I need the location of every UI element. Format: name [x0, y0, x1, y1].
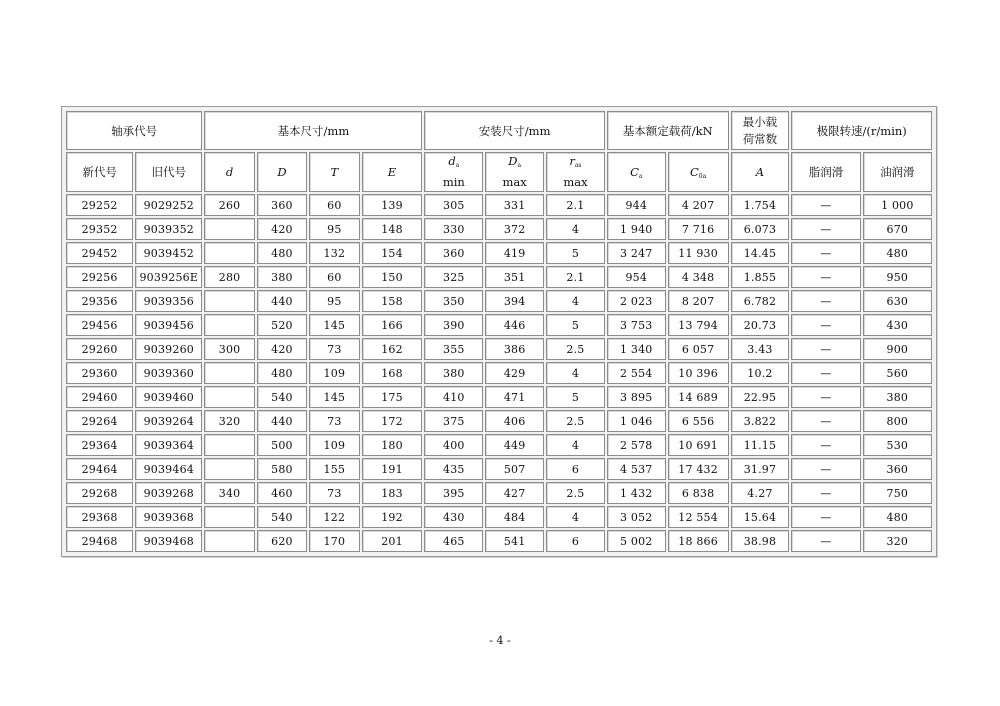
cell-oil-speed: 800: [863, 410, 932, 432]
cell-new-code: 29452: [66, 242, 133, 264]
cell-new-code: 29468: [66, 530, 133, 552]
cell-C0a: 7 716: [668, 218, 729, 240]
col-A: A: [731, 152, 790, 192]
cell-Da: 449: [485, 434, 544, 456]
table-row: [66, 506, 932, 528]
cell-new-code: 29364: [66, 434, 133, 456]
cell-old-code: 9039452: [135, 242, 202, 264]
cell-grease-speed: —: [791, 530, 860, 552]
cell-A: 15.64: [731, 506, 790, 528]
header-row-groups: [66, 111, 932, 150]
cell-Da: 429: [485, 362, 544, 384]
cell-Da: 351: [485, 266, 544, 288]
cell-new-code: 29252: [66, 194, 133, 216]
cell-ras: 4: [546, 362, 605, 384]
cell-grease-speed: —: [791, 458, 860, 480]
table-row: [66, 266, 932, 288]
col-C0a: $C_{0a}$: [668, 152, 729, 192]
cell-Ca: 3 247: [607, 242, 666, 264]
cell-E: 192: [362, 506, 423, 528]
cell-E: 150: [362, 266, 423, 288]
cell-T: 122: [309, 506, 359, 528]
cell-D: 380: [257, 266, 307, 288]
cell-da: 380: [424, 362, 483, 384]
cell-d: 320: [204, 410, 254, 432]
cell-T: 60: [309, 194, 359, 216]
cell-Ca: 3 753: [607, 314, 666, 336]
cell-T: 73: [309, 338, 359, 360]
cell-d: 300: [204, 338, 254, 360]
cell-ras: 2.5: [546, 482, 605, 504]
cell-Da: 406: [485, 410, 544, 432]
cell-grease-speed: —: [791, 386, 860, 408]
cell-D: 540: [257, 506, 307, 528]
cell-grease-speed: —: [791, 410, 860, 432]
cell-C0a: 6 057: [668, 338, 729, 360]
cell-D: 440: [257, 290, 307, 312]
cell-da: 410: [424, 386, 483, 408]
table-row: [66, 410, 932, 432]
cell-grease-speed: —: [791, 290, 860, 312]
cell-ras: 6: [546, 458, 605, 480]
cell-new-code: 29456: [66, 314, 133, 336]
cell-Da: 427: [485, 482, 544, 504]
cell-ras: 5: [546, 386, 605, 408]
cell-da: 305: [424, 194, 483, 216]
cell-da: 465: [424, 530, 483, 552]
cell-D: 520: [257, 314, 307, 336]
cell-da: 330: [424, 218, 483, 240]
cell-T: 73: [309, 410, 359, 432]
cell-C0a: 8 207: [668, 290, 729, 312]
cell-new-code: 29368: [66, 506, 133, 528]
cell-D: 420: [257, 338, 307, 360]
cell-ras: 4: [546, 218, 605, 240]
cell-oil-speed: 430: [863, 314, 932, 336]
cell-ras: 2.5: [546, 338, 605, 360]
table-row: [66, 362, 932, 384]
cell-ras: 6: [546, 530, 605, 552]
cell-oil-speed: 950: [863, 266, 932, 288]
cell-grease-speed: —: [791, 434, 860, 456]
header-basic-dimensions: 基本尺寸/mm: [204, 111, 422, 150]
table-row: [66, 530, 932, 552]
cell-T: 73: [309, 482, 359, 504]
cell-d: [204, 242, 254, 264]
cell-d: [204, 362, 254, 384]
cell-E: 175: [362, 386, 423, 408]
cell-new-code: 29360: [66, 362, 133, 384]
cell-ras: 4: [546, 290, 605, 312]
header-bearing-code: 轴承代号: [66, 111, 202, 150]
cell-new-code: 29260: [66, 338, 133, 360]
cell-C0a: 13 794: [668, 314, 729, 336]
cell-A: 3.43: [731, 338, 790, 360]
table-row: [66, 242, 932, 264]
cell-Da: 446: [485, 314, 544, 336]
cell-new-code: 29464: [66, 458, 133, 480]
col-d: d: [204, 152, 254, 192]
cell-d: [204, 434, 254, 456]
cell-E: 162: [362, 338, 423, 360]
cell-ras: 2.1: [546, 194, 605, 216]
table-row: [66, 386, 932, 408]
cell-A: 14.45: [731, 242, 790, 264]
cell-d: [204, 314, 254, 336]
col-new-code: 新代号: [66, 152, 133, 192]
cell-ras: 5: [546, 314, 605, 336]
cell-oil-speed: 480: [863, 242, 932, 264]
cell-grease-speed: —: [791, 482, 860, 504]
cell-D: 360: [257, 194, 307, 216]
cell-T: 109: [309, 434, 359, 456]
cell-D: 580: [257, 458, 307, 480]
table-row: [66, 314, 932, 336]
cell-C0a: 17 432: [668, 458, 729, 480]
cell-A: 3.822: [731, 410, 790, 432]
cell-C0a: 12 554: [668, 506, 729, 528]
cell-A: 4.27: [731, 482, 790, 504]
cell-A: 20.73: [731, 314, 790, 336]
cell-da: 390: [424, 314, 483, 336]
cell-ras: 2.1: [546, 266, 605, 288]
page-number: - 4 -: [489, 634, 511, 647]
cell-da: 435: [424, 458, 483, 480]
cell-ras: 2.5: [546, 410, 605, 432]
cell-d: [204, 386, 254, 408]
cell-grease-speed: —: [791, 314, 860, 336]
cell-Da: 331: [485, 194, 544, 216]
cell-oil-speed: 560: [863, 362, 932, 384]
header-load-rating: 基本额定载荷/kN: [607, 111, 729, 150]
cell-Ca: 2 554: [607, 362, 666, 384]
cell-new-code: 29256: [66, 266, 133, 288]
cell-D: 460: [257, 482, 307, 504]
cell-ras: 5: [546, 242, 605, 264]
col-T: T: [309, 152, 359, 192]
cell-C0a: 6 838: [668, 482, 729, 504]
cell-Ca: 954: [607, 266, 666, 288]
cell-T: 95: [309, 218, 359, 240]
cell-Ca: 2 578: [607, 434, 666, 456]
col-Da-max: $D_a$ max: [485, 152, 544, 192]
cell-Da: 372: [485, 218, 544, 240]
cell-Ca: 1 940: [607, 218, 666, 240]
cell-Ca: 2 023: [607, 290, 666, 312]
table-row: [66, 458, 932, 480]
cell-D: 440: [257, 410, 307, 432]
cell-oil-speed: 320: [863, 530, 932, 552]
cell-d: 280: [204, 266, 254, 288]
cell-D: 500: [257, 434, 307, 456]
cell-d: 260: [204, 194, 254, 216]
cell-grease-speed: —: [791, 242, 860, 264]
cell-old-code: 9039256E: [135, 266, 202, 288]
cell-A: 31.97: [731, 458, 790, 480]
cell-d: [204, 458, 254, 480]
col-da-min: $d_a$ min: [424, 152, 483, 192]
cell-d: [204, 506, 254, 528]
table-row: [66, 290, 932, 312]
cell-da: 360: [424, 242, 483, 264]
cell-T: 170: [309, 530, 359, 552]
cell-C0a: 11 930: [668, 242, 729, 264]
cell-oil-speed: 670: [863, 218, 932, 240]
cell-d: 340: [204, 482, 254, 504]
cell-Da: 484: [485, 506, 544, 528]
cell-C0a: 6 556: [668, 410, 729, 432]
cell-Da: 507: [485, 458, 544, 480]
cell-Ca: 3 895: [607, 386, 666, 408]
cell-A: 11.15: [731, 434, 790, 456]
cell-C0a: 4 207: [668, 194, 729, 216]
cell-old-code: 9039260: [135, 338, 202, 360]
cell-new-code: 29352: [66, 218, 133, 240]
cell-Da: 419: [485, 242, 544, 264]
table-row: [66, 194, 932, 216]
cell-d: [204, 218, 254, 240]
cell-da: 375: [424, 410, 483, 432]
cell-E: 183: [362, 482, 423, 504]
cell-D: 480: [257, 242, 307, 264]
cell-old-code: 9039360: [135, 362, 202, 384]
cell-T: 145: [309, 386, 359, 408]
cell-E: 166: [362, 314, 423, 336]
cell-old-code: 9039460: [135, 386, 202, 408]
cell-oil-speed: 530: [863, 434, 932, 456]
cell-E: 191: [362, 458, 423, 480]
cell-ras: 4: [546, 434, 605, 456]
cell-old-code: 9039352: [135, 218, 202, 240]
cell-grease-speed: —: [791, 506, 860, 528]
cell-new-code: 29460: [66, 386, 133, 408]
cell-A: 22.95: [731, 386, 790, 408]
col-Ca: $C_a$: [607, 152, 666, 192]
cell-E: 180: [362, 434, 423, 456]
cell-grease-speed: —: [791, 218, 860, 240]
cell-oil-speed: 750: [863, 482, 932, 504]
cell-new-code: 29356: [66, 290, 133, 312]
cell-oil-speed: 630: [863, 290, 932, 312]
cell-A: 1.855: [731, 266, 790, 288]
cell-A: 1.754: [731, 194, 790, 216]
cell-Ca: 3 052: [607, 506, 666, 528]
cell-oil-speed: 360: [863, 458, 932, 480]
cell-old-code: 9039464: [135, 458, 202, 480]
col-old-code: 旧代号: [135, 152, 202, 192]
cell-A: 38.98: [731, 530, 790, 552]
cell-E: 139: [362, 194, 423, 216]
cell-da: 355: [424, 338, 483, 360]
cell-da: 430: [424, 506, 483, 528]
header-row-columns: [66, 152, 932, 192]
cell-Ca: 5 002: [607, 530, 666, 552]
cell-old-code: 9029252: [135, 194, 202, 216]
cell-A: 6.073: [731, 218, 790, 240]
cell-grease-speed: —: [791, 338, 860, 360]
cell-T: 155: [309, 458, 359, 480]
col-D: D: [257, 152, 307, 192]
cell-Ca: 1 432: [607, 482, 666, 504]
cell-Da: 471: [485, 386, 544, 408]
cell-E: 168: [362, 362, 423, 384]
table-row: [66, 434, 932, 456]
cell-T: 145: [309, 314, 359, 336]
cell-da: 395: [424, 482, 483, 504]
cell-Ca: 4 537: [607, 458, 666, 480]
cell-C0a: 14 689: [668, 386, 729, 408]
cell-da: 325: [424, 266, 483, 288]
cell-A: 6.782: [731, 290, 790, 312]
cell-old-code: 9039368: [135, 506, 202, 528]
table-row: [66, 218, 932, 240]
bearing-data-table: [64, 109, 934, 554]
cell-old-code: 9039264: [135, 410, 202, 432]
col-grease: 脂润滑: [791, 152, 860, 192]
cell-T: 109: [309, 362, 359, 384]
cell-C0a: 18 866: [668, 530, 729, 552]
cell-E: 158: [362, 290, 423, 312]
cell-E: 154: [362, 242, 423, 264]
cell-oil-speed: 380: [863, 386, 932, 408]
cell-Da: 386: [485, 338, 544, 360]
cell-d: [204, 530, 254, 552]
cell-grease-speed: —: [791, 266, 860, 288]
cell-old-code: 9039468: [135, 530, 202, 552]
cell-oil-speed: 1 000: [863, 194, 932, 216]
cell-D: 620: [257, 530, 307, 552]
cell-old-code: 9039356: [135, 290, 202, 312]
cell-D: 540: [257, 386, 307, 408]
cell-old-code: 9039456: [135, 314, 202, 336]
cell-T: 60: [309, 266, 359, 288]
cell-Da: 541: [485, 530, 544, 552]
cell-Ca: 944: [607, 194, 666, 216]
cell-grease-speed: —: [791, 362, 860, 384]
cell-old-code: 9039268: [135, 482, 202, 504]
cell-C0a: 10 691: [668, 434, 729, 456]
cell-C0a: 10 396: [668, 362, 729, 384]
header-mounting-dimensions: 安装尺寸/mm: [424, 111, 604, 150]
table-row: [66, 482, 932, 504]
cell-da: 400: [424, 434, 483, 456]
cell-new-code: 29268: [66, 482, 133, 504]
cell-E: 201: [362, 530, 423, 552]
cell-A: 10.2: [731, 362, 790, 384]
table-row: [66, 338, 932, 360]
cell-da: 350: [424, 290, 483, 312]
cell-T: 132: [309, 242, 359, 264]
col-oil: 油润滑: [863, 152, 932, 192]
header-min-load-constant: 最小载荷常数: [731, 111, 790, 150]
cell-oil-speed: 900: [863, 338, 932, 360]
cell-D: 480: [257, 362, 307, 384]
cell-Ca: 1 046: [607, 410, 666, 432]
cell-Ca: 1 340: [607, 338, 666, 360]
col-ras-max: $r_{as}$ max: [546, 152, 605, 192]
cell-Da: 394: [485, 290, 544, 312]
cell-C0a: 4 348: [668, 266, 729, 288]
cell-new-code: 29264: [66, 410, 133, 432]
cell-d: [204, 290, 254, 312]
cell-ras: 4: [546, 506, 605, 528]
cell-grease-speed: —: [791, 194, 860, 216]
col-E: E: [362, 152, 423, 192]
bearing-data-table-frame: [61, 106, 937, 557]
cell-D: 420: [257, 218, 307, 240]
cell-E: 148: [362, 218, 423, 240]
header-speed-limit: 极限转速/(r/min): [791, 111, 932, 150]
cell-T: 95: [309, 290, 359, 312]
cell-oil-speed: 480: [863, 506, 932, 528]
cell-old-code: 9039364: [135, 434, 202, 456]
cell-E: 172: [362, 410, 423, 432]
